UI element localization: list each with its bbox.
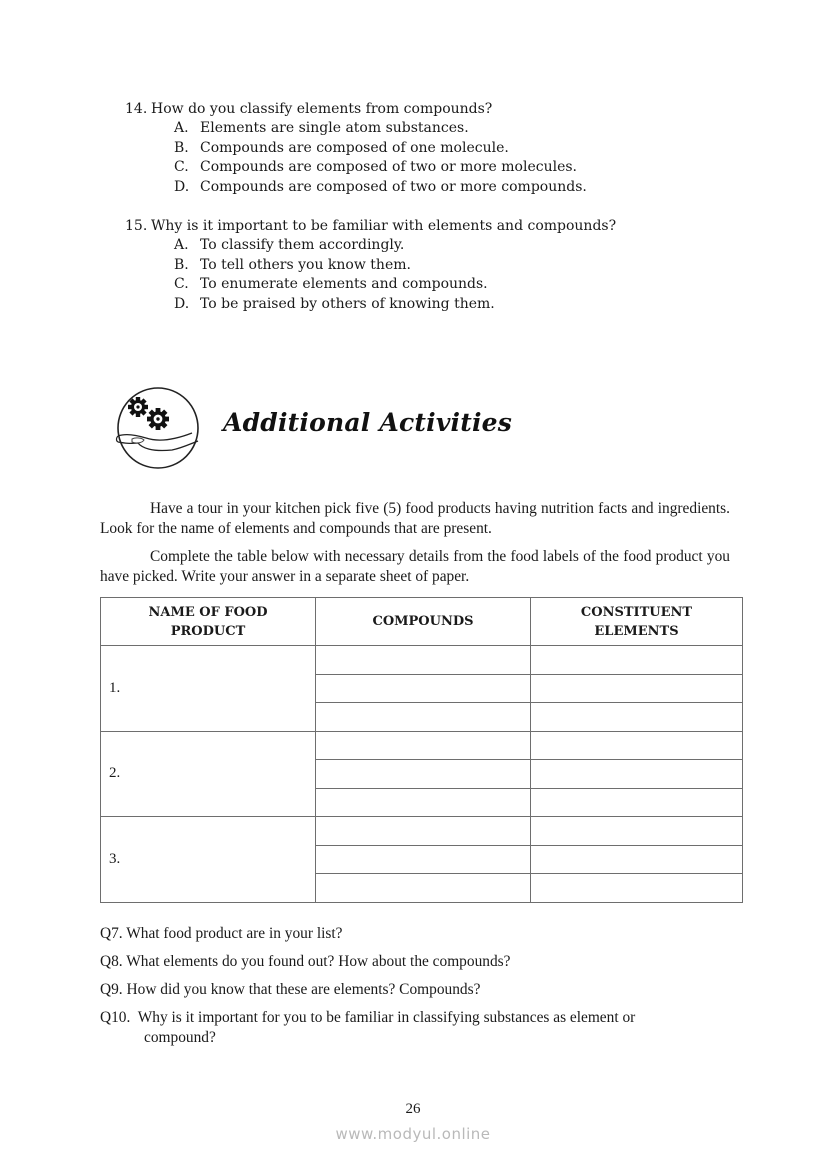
question-stem: Why is it important to be familiar with elements and compounds? bbox=[151, 218, 617, 234]
option-d: D. Compounds are composed of two or more compounds. bbox=[174, 179, 587, 196]
follow-up-question-q10: Q10. Why is it important for you to be familiar in classifying substances as element or compound? bbox=[100, 1009, 636, 1046]
element-cell[interactable] bbox=[531, 646, 743, 675]
instruction-paragraph: Have a tour in your kitchen pick five (5) food products having nutrition facts and ingredients. Look for the name of elements and compounds that are present. bbox=[100, 500, 730, 537]
question-14-options bbox=[174, 119, 587, 198]
product-cell[interactable]: 1. bbox=[101, 646, 316, 732]
compound-cell[interactable] bbox=[316, 674, 531, 703]
option-a: A. Elements are single atom substances. bbox=[174, 120, 469, 136]
page-number: 26 bbox=[405, 1101, 421, 1117]
table-row bbox=[101, 817, 743, 846]
element-cell[interactable] bbox=[531, 674, 743, 703]
element-cell[interactable] bbox=[531, 788, 743, 817]
instruction-paragraph: Complete the table below with necessary details from the food labels of the food product you have picked. Write your answer in a separate sheet of paper. bbox=[100, 548, 730, 585]
compound-cell[interactable] bbox=[316, 731, 531, 760]
compound-cell[interactable] bbox=[316, 817, 531, 846]
header-compounds: COMPOUNDS bbox=[316, 598, 531, 646]
food-product-table bbox=[100, 597, 743, 903]
product-cell[interactable]: 2. bbox=[101, 731, 316, 817]
question-15 bbox=[125, 216, 616, 236]
follow-up-question-q8: Q8. What elements do you found out? How about the compounds? bbox=[100, 953, 511, 970]
compound-cell[interactable] bbox=[316, 760, 531, 789]
product-cell[interactable]: 3. bbox=[101, 817, 316, 903]
option-a: A. To classify them accordingly. bbox=[174, 237, 405, 253]
follow-up-question-q9: Q9. How did you know that these are elements? Compounds? bbox=[100, 981, 481, 998]
table-row bbox=[101, 731, 743, 760]
table-row bbox=[101, 646, 743, 675]
compound-cell[interactable] bbox=[316, 788, 531, 817]
section-title: Additional Activities bbox=[223, 408, 513, 437]
compound-cell[interactable] bbox=[316, 646, 531, 675]
option-b: B. Compounds are composed of one molecule. bbox=[174, 139, 509, 156]
header-constituent-elements: CONSTITUENT ELEMENTS bbox=[531, 598, 743, 646]
compound-cell[interactable] bbox=[316, 845, 531, 874]
header-name-of-food-product: NAME OF FOOD PRODUCT bbox=[101, 598, 316, 646]
element-cell[interactable] bbox=[531, 845, 743, 874]
option-d: D. To be praised by others of knowing them. bbox=[174, 296, 495, 313]
watermark: www.modyul.online bbox=[335, 1125, 491, 1143]
element-cell[interactable] bbox=[531, 760, 743, 789]
compound-cell[interactable] bbox=[316, 703, 531, 732]
element-cell[interactable] bbox=[531, 817, 743, 846]
question-number: 14. bbox=[125, 101, 148, 117]
question-number: 15. bbox=[125, 218, 148, 234]
element-cell[interactable] bbox=[531, 731, 743, 760]
question-15-options bbox=[174, 236, 495, 315]
table-header-row bbox=[101, 598, 743, 646]
gears-in-hand-icon bbox=[112, 386, 204, 470]
compound-cell[interactable] bbox=[316, 874, 531, 903]
option-b: B. To tell others you know them. bbox=[174, 256, 411, 273]
follow-up-question-q7: Q7. What food product are in your list? bbox=[100, 925, 343, 942]
element-cell[interactable] bbox=[531, 703, 743, 732]
element-cell[interactable] bbox=[531, 874, 743, 903]
question-14 bbox=[125, 99, 492, 119]
option-c: C. To enumerate elements and compounds. bbox=[174, 276, 488, 293]
option-c: C. Compounds are composed of two or more molecules. bbox=[174, 159, 578, 176]
question-stem: How do you classify elements from compounds? bbox=[151, 101, 493, 117]
